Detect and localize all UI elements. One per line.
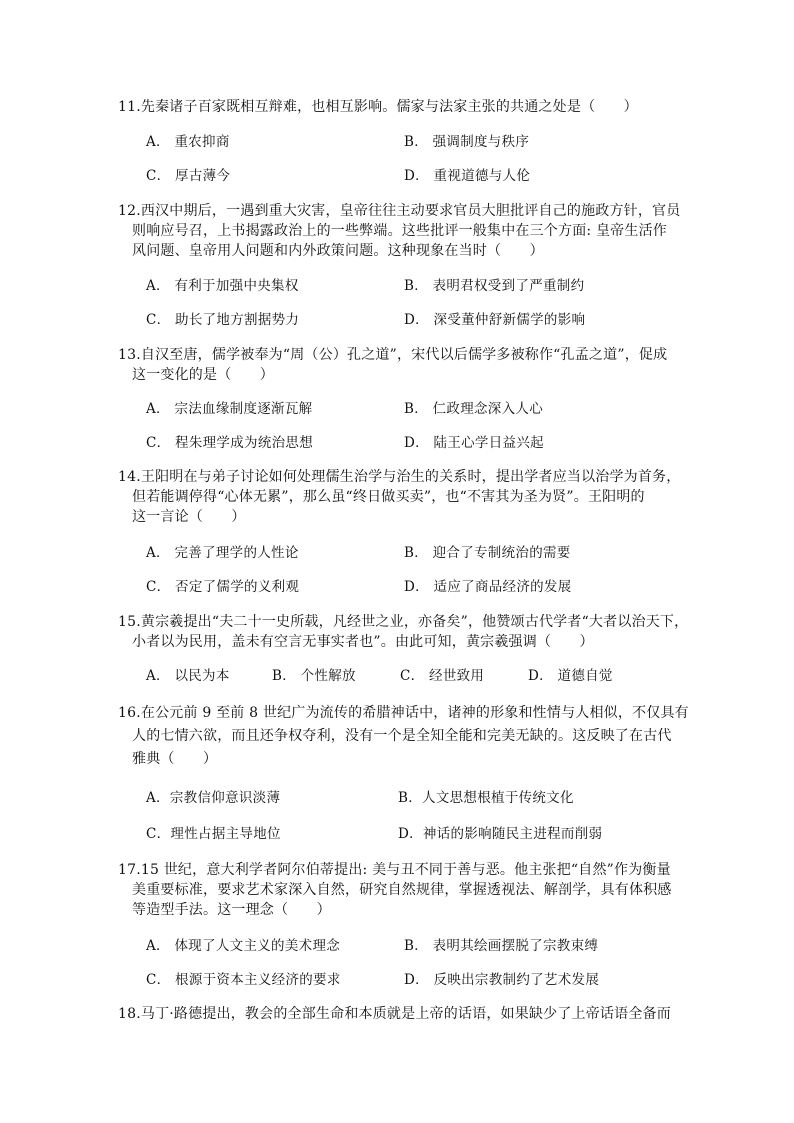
question-16-line-1: 16.在公元前 9 至前 8 世纪广为流传的希腊神话中，诸神的形象和性情与人相似，不仅具有	[118, 705, 689, 721]
q11-option-b: B． 强调制度与秩序	[404, 134, 530, 150]
question-12-line-2: 则响应号召，上书揭露政治上的一些弊端。这些批评一般集中在三个方面: 皇帝生活作	[132, 223, 667, 239]
question-13-line-1: 13.自汉至唐，儒学被奉为“周（公）孔之道”，宋代以后儒学多被称作“孔孟之道”，促成	[118, 347, 668, 363]
question-14-line-3: 这一言论（ ）	[132, 509, 246, 525]
q13-option-d: D． 陆王心学日益兴起	[404, 435, 544, 451]
q11-option-d: D． 重视道德与人伦	[404, 168, 531, 184]
question-11-line-1: 11.先秦诸子百家既相互辩难，也相互影响。儒家与法家主张的共通之处是（ ）	[118, 99, 638, 115]
q12-option-c: C． 助长了地方割据势力	[146, 312, 300, 328]
q16-option-c: C．理性占据主导地位	[146, 826, 281, 842]
q17-option-a: A． 体现了人文主义的美术理念	[146, 938, 341, 954]
q17-option-d: D． 反映出宗教制约了艺术发展	[404, 972, 600, 988]
question-12-line-1: 12.西汉中期后，一遇到重大灾害，皇帝往往主动要求官员大胆批评自己的施政方针，官员	[118, 203, 681, 219]
question-14-line-2: 但若能调停得“心体无累”，那么虽“终日做买卖”，也“不害其为圣为贤”。王阳明的	[132, 489, 645, 505]
question-15-line-1: 15.黄宗羲提出“夫二十一史所载，凡经世之业，亦备矣”，他赞颂古代学者“大者以治天下，	[118, 614, 689, 630]
question-16-line-2: 人的七情六欲，而且还争权夺利，没有一个是全知全能和完美无缺的。这反映了在古代	[132, 728, 672, 744]
question-15-line-2: 小者以为民用，盖未有空言无事实者也”。由此可知，黄宗羲强调（ ）	[132, 634, 594, 650]
q12-option-b: B． 表明君权受到了严重制约	[404, 278, 585, 294]
question-14	[118, 467, 681, 527]
question-15	[118, 612, 689, 652]
q17-option-c: C． 根源于资本主义经济的要求	[146, 972, 341, 988]
q11-option-c: C． 厚古薄今	[146, 168, 231, 184]
q15-option-c: C． 经世致用	[400, 668, 485, 684]
q13-option-b: B． 仁政理念深入人心	[404, 401, 544, 417]
q15-option-b: B． 个性解放	[272, 668, 356, 684]
question-16-line-3: 雅典（ ）	[132, 751, 218, 767]
q14-option-d: D． 适应了商品经济的发展	[404, 579, 572, 595]
q15-option-a: A． 以民为本	[146, 668, 230, 684]
q13-option-c: C． 程朱理学成为统治思想	[146, 435, 314, 451]
q17-option-b: B． 表明其绘画摆脱了宗教束缚	[404, 938, 599, 954]
q16-option-a: A．宗教信仰意识淡薄	[146, 790, 281, 806]
q14-option-c: C． 否定了儒学的义利观	[146, 579, 300, 595]
question-11	[118, 97, 678, 117]
question-13-line-2: 这一变化的是（ ）	[132, 367, 274, 383]
question-17-line-3: 等造型手法。这一理念（ ）	[132, 902, 331, 918]
q15-option-d: D． 道德自觉	[528, 668, 613, 684]
question-17	[118, 860, 678, 920]
question-18	[118, 1004, 678, 1024]
q14-option-a: A． 完善了理学的人性论	[146, 545, 299, 561]
question-14-line-1: 14.王阳明在与弟子讨论如何处理儒生治学与治生的关系时，提出学者应当以治学为首务，	[118, 469, 681, 485]
q16-option-b: B．人文思想根植于传统文化	[398, 790, 574, 806]
q12-option-a: A． 有利于加强中央集权	[146, 278, 299, 294]
q16-option-d: D．神话的影响随民主进程而削弱	[398, 826, 603, 842]
question-12	[118, 201, 681, 261]
question-18-line-1: 18.马丁·路德提出，教会的全部生命和本质就是上帝的话语，如果缺少了上帝话语全备而	[118, 1006, 671, 1022]
q11-option-a: A． 重农抑商	[146, 134, 230, 150]
q14-option-b: B． 迎合了专制统治的需要	[404, 545, 571, 561]
question-13	[118, 345, 678, 385]
question-12-line-3: 风问题、皇帝用人问题和内外政策问题。这种现象在当时（ ）	[132, 243, 544, 259]
question-16	[118, 702, 689, 771]
q12-option-d: D． 深受董仲舒新儒学的影响	[404, 312, 586, 328]
question-17-line-2: 美重要标准，要求艺术家深入自然，研究自然规律，掌握透视法、解剖学，具有体积感	[132, 882, 672, 898]
q13-option-a: A． 宗法血缘制度逐渐瓦解	[146, 401, 313, 417]
question-17-line-1: 17.15 世纪，意大利学者阿尔伯蒂提出: 美与丑不同于善与恶。他主张把“自然”作为衡量	[118, 862, 671, 878]
